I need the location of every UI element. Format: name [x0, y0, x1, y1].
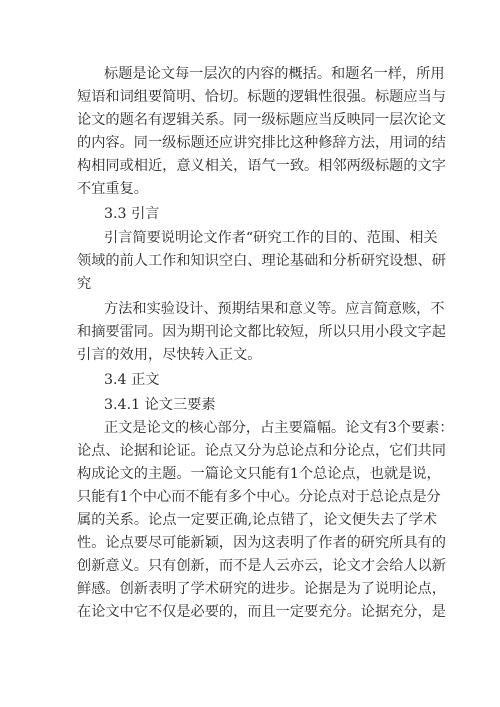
paragraph-intro-1-line-1: 引言简要说明论文作者“研究工作的目的、范围、相关 — [104, 230, 438, 246]
paragraph-title-summary-line-2: 短语和词组要简明、恰切。标题的逻辑性很强。标题应当与 — [77, 89, 446, 105]
paragraph-body-line-1: 正文是论文的核心部分，占主要篇幅。论文有3个要素： — [104, 420, 454, 436]
paragraph-intro-1-line-2: 领域的前人工作和知识空白、理论基础和分析研究设想、研 — [77, 253, 446, 269]
paragraph-body-line-6: 性。论点要尽可能新颖，因为这表明了作者的研究所具有的 — [77, 535, 446, 551]
paragraph-title-summary-line-6: 不宜重复。 — [77, 181, 148, 197]
paragraph-body-line-2: 论点、论据和论证。论点又分为总论点和分论点，它们共同 — [77, 443, 446, 459]
paragraph-title-summary-line-3: 论文的题名有逻辑关系。同一级标题应当反映同一层次论文 — [77, 112, 446, 128]
paragraph-body-line-9: 在论文中它不仅是必要的，而且一定要充分。论据充分，是 — [77, 604, 446, 620]
paragraph-title-summary-line-4: 的内容。同一级标题还应讲究排比这种修辞方法，用词的结 — [77, 135, 446, 151]
subsection-heading-3-4-1: 3.4.1 论文三要素 — [104, 397, 216, 413]
paragraph-title-summary-line-5: 构相同或相近，意义相关，语气一致。相邻两级标题的文字 — [77, 158, 446, 174]
paragraph-intro-2-line-3: 引言的效用，尽快转入正文。 — [77, 347, 262, 363]
paragraph-body-line-8: 鲜感。创新表明了学术研究的进步。论据是为了说明论点， — [77, 581, 446, 597]
paragraph-intro-1-line-3: 究 — [77, 276, 92, 292]
paragraph-body-line-7: 创新意义。只有创新，而不是人云亦云，论文才会给人以新 — [77, 558, 446, 574]
paragraph-intro-2-line-1: 方法和实验设计、预期结果和意义等。应言简意赅，不 — [104, 301, 445, 317]
paragraph-title-summary-line-1: 标题是论文每一层次的内容的概括。和题名一样，所用 — [104, 66, 445, 82]
paragraph-intro-2-line-2: 和摘要雷同。因为期刊论文都比较短，所以只用小段文字起 — [77, 324, 446, 340]
section-heading-3-3: 3.3 引言 — [104, 206, 160, 222]
section-heading-3-4: 3.4 正文 — [104, 372, 160, 388]
paragraph-body-line-4: 只能有1个中心而不能有多个中心。分论点对于总论点是分 — [77, 489, 441, 505]
paragraph-body-line-3: 构成论文的主题。一篇论文只能有1个总论点，也就是说， — [77, 466, 441, 482]
paragraph-body-line-5: 属的关系。论点一定要正确,论点错了，论文便失去了学术 — [77, 512, 437, 528]
